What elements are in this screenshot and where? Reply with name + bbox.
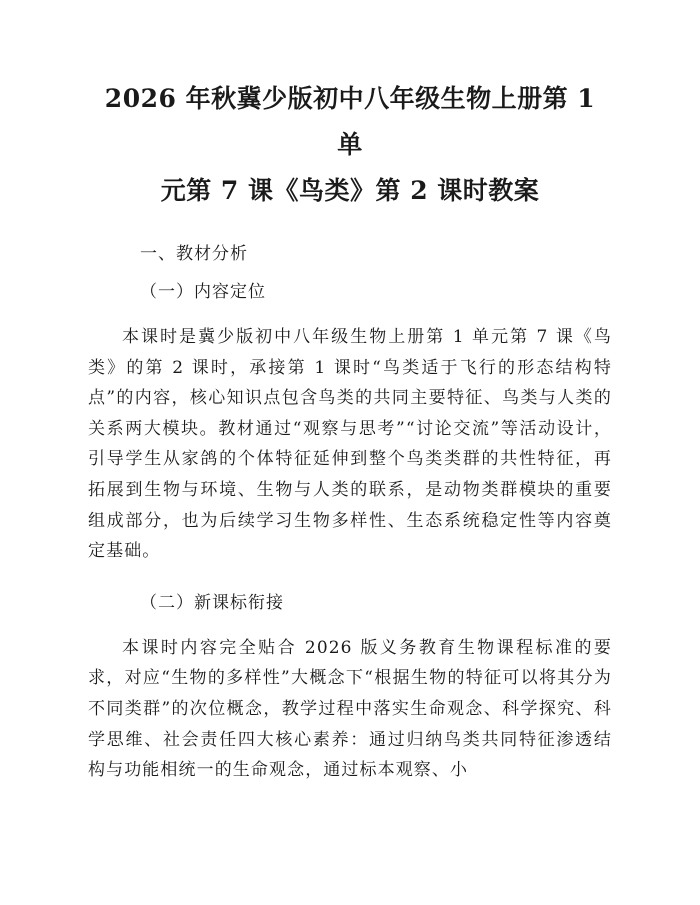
paragraph-curriculum-connection: 本课时内容完全贴合 2026 版义务教育生物课程标准的要求，对应“生物的多样性”大概念下“根据生物的特征可以将其分为不同类群”的次位概念，教学过程中落实生命观念、科学探究、科学思维、社会责任四大核心素养：通过归纳鸟类共同特征渗透结构与功能相统一的生命观念，通过标本观察、小 <box>88 637 612 781</box>
section-heading-textbook-analysis: 一、教材分析 <box>140 244 248 264</box>
title-line-1: 2026 年秋冀少版初中八年级生物上册第 1 单 <box>104 84 596 159</box>
subsection-heading-content-positioning: （一）内容定位 <box>140 282 266 302</box>
subsection-heading-curriculum-connection: （二）新课标衔接 <box>140 592 284 613</box>
paragraph-content-positioning: 本课时是冀少版初中八年级生物上册第 1 单元第 7 课《鸟类》的第 2 课时，承接第 1 课时“鸟类适于飞行的形态结构特点”的内容，核心知识点包含鸟类的共同主要特征、鸟类与人类的关系两大模块。教材通过“观察与思考”“讨论交流”等活动设计，引导学生从家鸽的个体特征延伸到整个鸟类类群的共性特征，再拓展到生物与环境、生物与人类的联系，是动物类群模块的重要组成部分，也为后续学习生物多样性、生态系统稳定性等内容奠定基础。 <box>88 327 612 562</box>
title-line-2: 元第 7 课《鸟类》第 2 课时教案 <box>160 176 540 205</box>
document-title <box>88 76 612 214</box>
